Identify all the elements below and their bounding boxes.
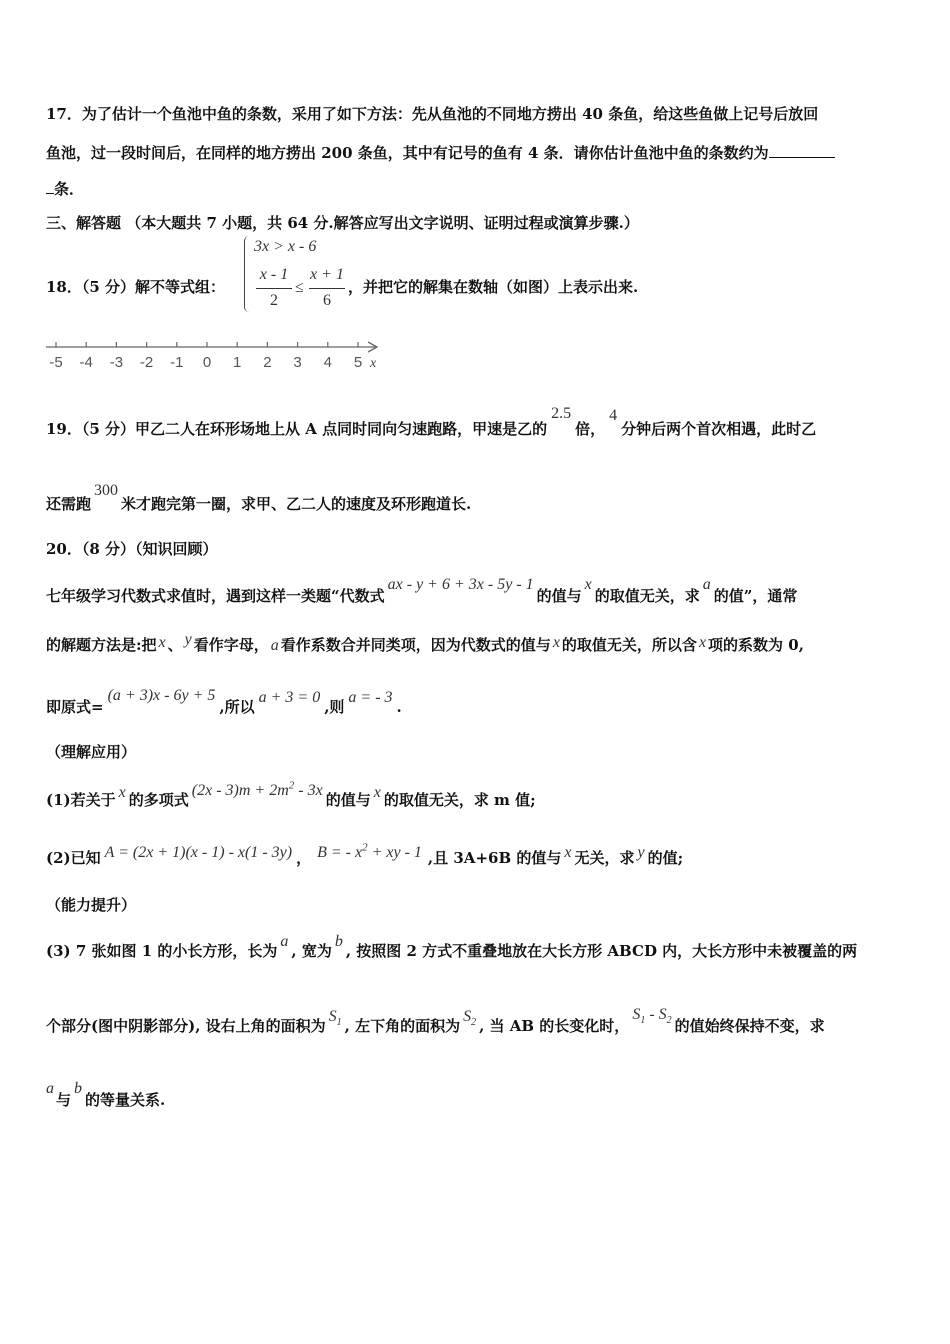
q17-line-2-text: 鱼池，过一段时间后，在同样的地方捞出 200 条鱼，其中有记号的鱼有 4 条．请你估计鱼池中鱼的条数约为 (46, 144, 769, 162)
q20-p2-expr-B-a: B = - x (317, 844, 363, 861)
number-line-label: -1 (170, 354, 184, 371)
q20-p1-expr-b: - 3x (294, 782, 323, 799)
q17-line-1: 17．为了估计一个鱼池中鱼的条数，采用了如下方法：先从鱼池的不同地方捞出 40 条鱼，给这些鱼做上记号后放回 (46, 105, 819, 123)
q20-p3-diff-S-1: S (632, 1006, 641, 1023)
q18-frac-left-bar (256, 288, 292, 289)
q17-line-3-text: 条． (54, 180, 85, 198)
q20-p2-expr-A: A = (2x + 1)(x - 1) - x(1 - 3y) (104, 844, 293, 861)
q19-text-2: 倍， (575, 420, 606, 438)
q20-p1-text-b: 的多项式 (128, 791, 189, 809)
q20-expr-3: a + 3 = 0 (258, 689, 321, 706)
q20-text-l1a: 七年级学习代数式求值时，遇到这样一类题“代数式 (46, 587, 385, 605)
number-line-label: -5 (49, 354, 63, 371)
number-line-label: -3 (109, 354, 124, 371)
q20-text-l2f: 项的系数为 0, (708, 636, 804, 654)
number-line-labels (49, 354, 362, 371)
number-line-label: 2 (263, 354, 272, 371)
q17-answer-blank (769, 143, 835, 158)
q20-var-x-2: x (158, 634, 166, 651)
q20-p3-S2-sub: 2 (471, 1017, 477, 1029)
q20-text-l2c: 看作字母， (193, 636, 269, 654)
q20-p3-S1-letter: S (328, 1008, 337, 1025)
q18-frac-left-den: 2 (270, 292, 278, 309)
q20-p1-expr-a: (2x - 3)m + 2m (191, 782, 289, 799)
q20-p3-text-f: , 当 AB 的长变化时， (479, 1017, 630, 1035)
q20-p3-text-h: 与 (56, 1091, 72, 1109)
q20-var-x-3: x (552, 634, 560, 651)
q20-p3-S2-letter: S (463, 1008, 472, 1025)
q20-p3-var-a: a (280, 933, 289, 950)
q20-p3-diff-minus: - (645, 1006, 659, 1023)
q20-p1-var-x: x (118, 784, 126, 801)
number-line-label: 1 (233, 354, 242, 371)
q20-p2-var-x: x (564, 844, 572, 861)
number-line (40, 335, 390, 375)
q17-line-2 (46, 142, 835, 163)
number-line-label: 3 (293, 354, 302, 371)
q20-part-1 (46, 779, 536, 810)
q20-p2-text-d: 的值; (647, 849, 684, 867)
q20-p3-var-b2: b (74, 1080, 83, 1097)
q20-review-line-1 (46, 576, 798, 606)
q20-p2-text-a: (2)已知 (46, 849, 101, 867)
number-line-var: x (370, 356, 377, 371)
q20-var-x-1: x (584, 576, 592, 593)
q18-suffix: ，并把它的解集在数轴（如图）上表示出来. (348, 278, 639, 296)
q20-p1-expr (189, 779, 326, 799)
q20-p3-diff-sub-2: 2 (666, 1015, 672, 1027)
q20-part-3-line-3 (46, 1080, 166, 1110)
q20-p3-text-i: 的等量关系. (85, 1091, 166, 1109)
q19-text-1: 19．（5 分）甲乙二人在环形场地上从 A 点同时同向匀速跑路，甲速是乙的 (46, 420, 548, 438)
q20-p3-text-b: , 宽为 (291, 942, 332, 960)
q20-expr-1: ax - y + 6 + 3x - 5y - 1 (387, 576, 534, 593)
q19-value-300: 300 (94, 482, 119, 499)
q20-text-l2a: 的解题方法是:把 (46, 636, 157, 654)
q20-text-l1b: 的值与 (536, 587, 582, 605)
q20-p2-expr-B (311, 841, 428, 861)
number-line-label: -2 (139, 354, 154, 371)
q20-p2-comma: ， (296, 849, 312, 867)
number-line-label: -4 (79, 354, 93, 371)
q20-p3-text-g: 的值始终保持不变，求 (674, 1017, 825, 1035)
q20-p3-var-b: b (334, 933, 343, 950)
q18-inequality-1: 3x > x - 6 (254, 238, 317, 255)
q19-line-2 (46, 482, 472, 514)
q19-line-1 (46, 405, 817, 439)
q20-part-2 (46, 841, 684, 868)
q20-p3-S2 (460, 1008, 479, 1029)
q18-frac-right-num: x + 1 (310, 266, 344, 283)
q20-apply-heading: （理解应用） (46, 743, 137, 761)
q20-text-l2e: 的取值无关，所以含 (561, 636, 697, 654)
q20-var-a-2: a (270, 637, 279, 654)
q18-frac-right-bar (309, 288, 345, 289)
number-line-label: 0 (202, 354, 212, 371)
q20-p3-S1 (326, 1008, 345, 1029)
q19-value-4: 4 (609, 407, 618, 424)
q20-p2-text-c: 无关，求 (574, 849, 635, 867)
number-line-label: 4 (323, 354, 332, 371)
q20-text-l2d: 看作系数合并同类项，因为代数式的值与 (280, 636, 551, 654)
q19-value-2-5: 2.5 (551, 405, 572, 422)
q20-var-y-1: y (184, 631, 192, 648)
q20-expr-2: (a + 3)x - 6y + 5 (107, 687, 216, 704)
q17-answer-blank-tail (46, 179, 54, 194)
q18-le-sign: ≤ (295, 279, 304, 296)
q20-part-3-line-2 (46, 1006, 825, 1038)
q20-text-l3c: ,则 (324, 698, 345, 716)
number-line-label: 5 (353, 354, 363, 371)
q20-text-l1d: 的值”，通常 (713, 587, 798, 605)
q18-system-brace (244, 236, 249, 312)
q18-frac-right-den: 6 (323, 292, 331, 309)
q18-prefix: 18．（5 分）解不等式组： (46, 278, 226, 296)
q20-p3-text-a: (3) 7 张如图 1 的小长方形，长为 (46, 942, 278, 960)
q20-p1-expr-sup: 2 (288, 779, 295, 792)
q20-expr-4: a = - 3 (348, 689, 393, 706)
number-line-ticks (56, 342, 358, 347)
q20-p3-diff-S-2: S (658, 1006, 667, 1023)
q19-text-5: 米才跑完第一圈，求甲、乙二人的速度及环形跑道长. (121, 495, 472, 513)
q20-var-x-4: x (698, 634, 707, 651)
q20-p2-var-y: y (637, 844, 645, 861)
q20-p2-expr-B-sup: 2 (362, 841, 368, 854)
q19-text-4: 还需跑 (46, 495, 92, 513)
q20-text-l1c: 的取值无关，求 (594, 587, 700, 605)
q20-p3-diff-sub-1: 1 (640, 1015, 646, 1027)
q20-text-l3d: . (396, 698, 402, 716)
q18-frac-left-num: x - 1 (259, 266, 289, 283)
q20-p3-S1-minus-S2 (629, 1006, 674, 1027)
q20-var-a-1: a (702, 576, 711, 593)
q20-p3-text-c: , 按照图 2 方式不重叠地放在大长方形 ABCD 内，大长方形中未被覆盖的两 (345, 942, 858, 960)
q20-p3-text-e: , 左下角的面积为 (344, 1017, 461, 1035)
q20-ability-heading: （能力提升） (46, 896, 137, 914)
q20-review-line-3 (46, 687, 402, 717)
q20-p3-S1-sub: 1 (336, 1017, 342, 1029)
q20-part-3-line-1 (46, 933, 858, 961)
q20-p3-text-d: 个部分(图中阴影部分), 设右上角的面积为 (46, 1017, 326, 1035)
q20-text-l3a: 即原式= (46, 698, 104, 716)
section-3-heading: 三、解答题 （本大题共 7 小题，共 64 分.解答应写出文字说明、证明过程或演算步骤.） (46, 214, 639, 232)
q20-text-l2b: 、 (167, 636, 183, 654)
q20-heading: 20．（8 分）（知识回顾） (46, 540, 218, 558)
q20-p1-var-x2: x (373, 784, 381, 801)
q20-p2-expr-B-b: + xy - 1 (367, 844, 422, 861)
q20-p3-var-a2: a (46, 1080, 54, 1097)
q20-p1-text-c: 的值与 (325, 791, 371, 809)
q20-p1-text-a: (1)若关于 (46, 791, 116, 809)
q20-p1-text-d: 的取值无关，求 m 值; (383, 791, 536, 809)
q20-p2-text-b: ,且 3A+6B 的值与 (427, 849, 562, 867)
q20-review-line-2 (46, 631, 804, 655)
q17-line-3 (46, 178, 84, 199)
q20-text-l3b: ,所以 (219, 698, 255, 716)
q19-text-3: 分钟后两个首次相遇，此时乙 (621, 420, 817, 438)
